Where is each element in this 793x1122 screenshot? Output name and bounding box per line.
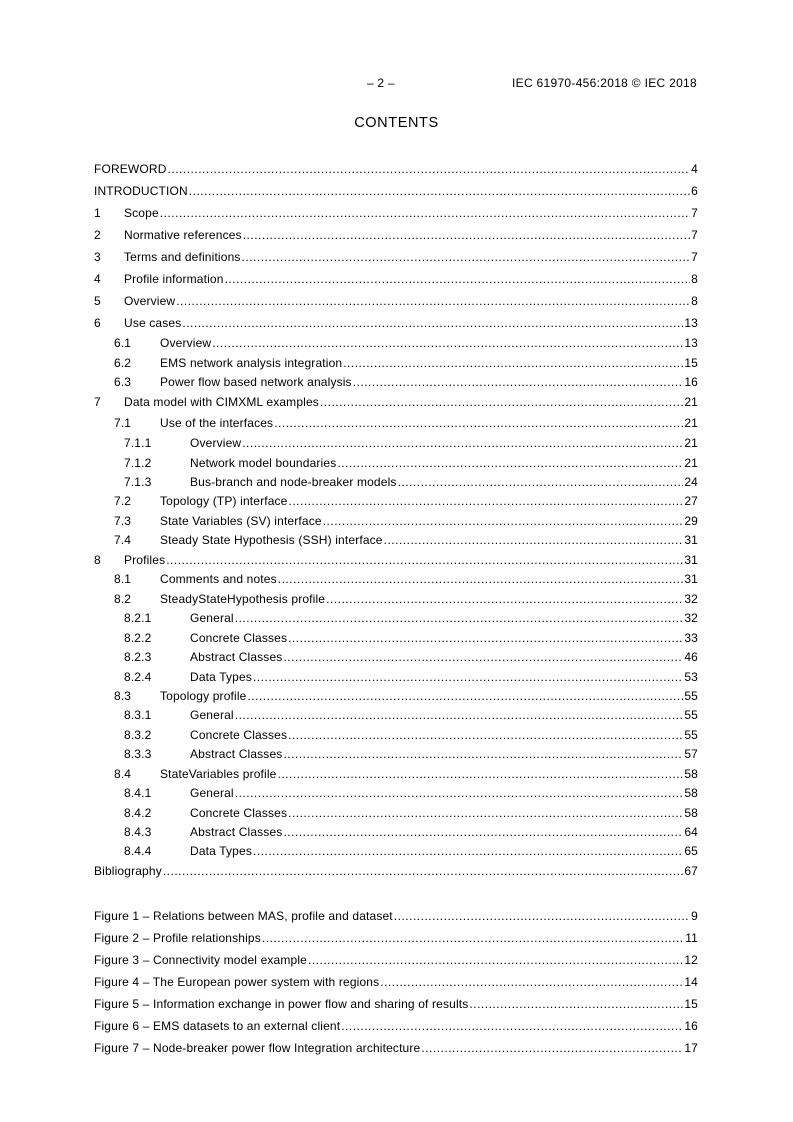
toc-entry-page: 53 <box>684 669 698 684</box>
toc-entry-page: 6 <box>691 184 698 198</box>
toc-entry[interactable] <box>94 706 698 726</box>
toc-entry[interactable] <box>94 312 698 334</box>
toc-entry-number: 8.2.3 <box>124 650 152 664</box>
toc-entry-number: 8.4.1 <box>124 786 152 800</box>
toc-entry-label: Overview <box>190 436 242 450</box>
toc-entry[interactable] <box>94 804 698 824</box>
figure-entry[interactable] <box>94 993 698 1015</box>
toc-entry-label: Topology profile <box>160 688 247 703</box>
table-of-contents <box>94 158 698 881</box>
toc-entry-label: Abstract Classes <box>190 650 283 664</box>
toc-entry-page: 31 <box>684 572 698 586</box>
toc-dot-leader <box>337 454 683 474</box>
toc-entry-label: Abstract Classes <box>190 747 283 761</box>
toc-entry-number: 7.1 <box>114 416 132 430</box>
figure-entry-label: Figure 4 – The European power system with regions <box>94 975 380 989</box>
toc-entry-number: 6.1 <box>114 336 132 350</box>
figure-entry[interactable] <box>94 927 698 949</box>
toc-entry[interactable] <box>94 784 698 804</box>
toc-entry-page: 13 <box>684 316 698 330</box>
toc-dot-leader <box>235 784 684 804</box>
toc-dot-leader <box>326 590 683 610</box>
toc-entry-page: 8 <box>691 294 698 308</box>
toc-entry-number: 1 <box>94 206 101 220</box>
toc-entry-number: 7.1.2 <box>124 455 152 470</box>
figure-dot-leader <box>262 927 684 949</box>
figure-entry-label: Figure 1 – Relations between MAS, profile and dataset <box>94 909 393 923</box>
toc-entry-label: State Variables (SV) interface <box>160 513 322 528</box>
toc-dot-leader <box>189 180 690 202</box>
toc-entry-number: 5 <box>94 294 101 308</box>
toc-entry-page: 21 <box>684 455 698 470</box>
toc-dot-leader <box>288 804 683 824</box>
toc-entry-page: 67 <box>684 863 698 878</box>
figure-entry-page: 9 <box>691 909 698 923</box>
toc-dot-leader <box>176 290 690 312</box>
toc-dot-leader <box>163 862 684 882</box>
figure-entry-page: 16 <box>684 1019 698 1033</box>
figure-entry-label: Figure 7 – Node-breaker power flow Integration architecture <box>94 1041 421 1055</box>
toc-entry-label: FOREWORD <box>94 162 167 176</box>
contents-title: CONTENTS <box>354 115 439 131</box>
toc-dot-leader <box>225 268 691 290</box>
toc-entry-number: 8.3.3 <box>124 747 152 761</box>
toc-entry-page: 55 <box>684 708 698 722</box>
toc-entry-page: 57 <box>684 747 698 761</box>
toc-entry-label: Network model boundaries <box>190 455 337 470</box>
toc-entry-label: SteadyStateHypothesis profile <box>160 591 326 606</box>
figure-entry[interactable] <box>94 971 698 993</box>
toc-entry-label: Data Types <box>190 669 252 684</box>
toc-entry-label: General <box>190 786 234 800</box>
toc-entry[interactable] <box>94 434 698 454</box>
figure-dot-leader <box>421 1037 683 1059</box>
toc-dot-leader <box>283 648 683 668</box>
toc-dot-leader <box>247 687 683 707</box>
toc-entry-label: INTRODUCTION <box>94 184 188 198</box>
figure-entry[interactable] <box>94 949 698 971</box>
toc-dot-leader <box>320 392 683 412</box>
toc-entry-label: Profiles <box>124 553 166 567</box>
toc-entry-label: Normative references <box>124 228 242 242</box>
page-number: – 2 – <box>367 76 395 90</box>
toc-entry-page: 58 <box>684 766 698 781</box>
toc-dot-leader <box>398 473 684 492</box>
toc-entry-page: 24 <box>684 475 698 489</box>
toc-entry-number: 7 <box>94 395 101 409</box>
toc-entry[interactable] <box>94 726 698 746</box>
toc-entry[interactable] <box>94 590 698 610</box>
toc-entry-label: Comments and notes <box>160 572 277 586</box>
toc-entry-label: Concrete Classes <box>190 805 288 820</box>
toc-entry-number: 6.3 <box>114 375 132 389</box>
toc-entry[interactable] <box>94 202 698 224</box>
toc-entry[interactable] <box>94 823 698 842</box>
toc-entry[interactable] <box>94 687 698 707</box>
figure-dot-leader <box>308 949 683 971</box>
toc-dot-leader <box>343 354 683 374</box>
toc-entry-number: 7.1.1 <box>124 436 152 450</box>
toc-dot-leader <box>242 434 683 454</box>
toc-dot-leader <box>278 570 684 590</box>
toc-entry[interactable] <box>94 224 698 246</box>
toc-entry[interactable] <box>94 373 698 392</box>
figure-entry[interactable] <box>94 1037 698 1059</box>
toc-dot-leader <box>353 373 684 392</box>
toc-entry[interactable] <box>94 512 698 532</box>
toc-entry-number: 8.4.4 <box>124 844 152 858</box>
toc-entry-page: 58 <box>684 786 698 800</box>
toc-entry-label: Use cases <box>124 316 182 330</box>
toc-entry[interactable] <box>94 531 698 550</box>
toc-entry-page: 8 <box>691 272 698 286</box>
toc-entry-page: 58 <box>684 805 698 820</box>
toc-entry-label: Scope <box>124 206 159 220</box>
toc-entry-label: Data model with CIMXML examples <box>124 395 319 409</box>
toc-entry-number: 2 <box>94 228 101 242</box>
toc-dot-leader <box>243 224 690 246</box>
toc-entry[interactable] <box>94 745 698 765</box>
toc-dot-leader <box>235 706 684 726</box>
figure-dot-leader <box>469 993 683 1015</box>
toc-entry-label: Steady State Hypothesis (SSH) interface <box>160 533 383 547</box>
toc-entry[interactable] <box>94 550 698 570</box>
toc-entry-label: Data Types <box>190 844 252 858</box>
toc-entry[interactable] <box>94 180 698 202</box>
toc-entry-page: 64 <box>684 825 698 839</box>
figure-dot-leader <box>394 905 690 927</box>
figure-entry-page: 11 <box>685 931 698 945</box>
toc-entry-label: Concrete Classes <box>190 630 288 645</box>
toc-entry[interactable] <box>94 290 698 312</box>
toc-entry[interactable] <box>94 268 698 290</box>
figure-entry[interactable] <box>94 1015 698 1037</box>
toc-dot-leader <box>289 492 684 512</box>
toc-entry-label: Profile information <box>124 272 224 286</box>
toc-entry-number: 8 <box>94 553 101 567</box>
figure-entry[interactable] <box>94 905 698 927</box>
figure-entry-page: 17 <box>684 1041 698 1055</box>
document-identifier: IEC 61970-456:2018 © IEC 2018 <box>512 76 697 90</box>
toc-entry[interactable] <box>94 334 698 354</box>
toc-entry[interactable] <box>94 354 698 374</box>
toc-dot-leader <box>283 823 683 842</box>
toc-entry-label: General <box>190 611 234 625</box>
toc-entry[interactable] <box>94 158 698 180</box>
figure-entry-label: Figure 3 – Connectivity model example <box>94 953 307 967</box>
toc-entry-number: 8.2.1 <box>124 611 152 625</box>
toc-entry-page: 65 <box>684 844 698 858</box>
toc-dot-leader <box>253 668 683 687</box>
toc-entry-number: 6.2 <box>114 355 132 370</box>
toc-entry-number: 7.4 <box>114 533 132 547</box>
toc-entry-number: 8.2.2 <box>124 630 152 645</box>
toc-entry-page: 55 <box>684 727 698 742</box>
figure-entry-page: 15 <box>684 997 698 1011</box>
toc-entry-label: Terms and definitions <box>124 250 241 264</box>
toc-entry[interactable] <box>94 570 698 590</box>
toc-entry-label: Abstract Classes <box>190 825 283 839</box>
list-of-figures <box>94 905 698 1059</box>
toc-dot-leader <box>182 312 683 334</box>
toc-entry-number: 6 <box>94 316 101 330</box>
toc-entry-page: 27 <box>684 494 698 508</box>
toc-dot-leader <box>288 726 683 746</box>
toc-dot-leader <box>212 334 683 354</box>
toc-entry-number: 8.3.2 <box>124 727 152 742</box>
toc-entry-label: Power flow based network analysis <box>160 375 352 389</box>
toc-entry[interactable] <box>94 842 698 862</box>
toc-entry-number: 8.2 <box>114 591 132 606</box>
toc-entry-number: 7.2 <box>114 494 132 508</box>
toc-dot-leader <box>168 158 691 180</box>
toc-entry-label: Topology (TP) interface <box>160 494 288 508</box>
toc-entry-number: 3 <box>94 250 101 264</box>
toc-entry[interactable] <box>94 862 698 882</box>
toc-entry[interactable] <box>94 765 698 785</box>
toc-dot-leader <box>160 202 690 224</box>
toc-dot-leader <box>283 745 683 765</box>
toc-entry-label: General <box>190 708 234 722</box>
toc-entry-page: 55 <box>684 688 698 703</box>
toc-entry[interactable] <box>94 609 698 629</box>
toc-entry[interactable] <box>94 668 698 687</box>
figure-dot-leader <box>341 1015 683 1037</box>
toc-dot-leader <box>274 412 683 434</box>
figure-dot-leader <box>380 971 683 993</box>
toc-entry-page: 32 <box>684 591 698 606</box>
toc-entry-page: 7 <box>691 250 698 264</box>
toc-dot-leader <box>166 550 683 570</box>
toc-entry-page: 21 <box>684 436 698 450</box>
figure-entry-label: Figure 6 – EMS datasets to an external client <box>94 1019 341 1033</box>
toc-entry-page: 21 <box>684 395 698 409</box>
toc-entry-page: 21 <box>684 416 698 430</box>
toc-entry[interactable] <box>94 246 698 268</box>
toc-entry-label: Concrete Classes <box>190 727 288 742</box>
toc-entry[interactable] <box>94 473 698 492</box>
toc-entry-number: 8.1 <box>114 572 132 586</box>
toc-entry-number: 8.4 <box>114 766 132 781</box>
toc-dot-leader <box>277 765 683 785</box>
toc-entry[interactable] <box>94 648 698 668</box>
figure-entry-page: 12 <box>684 953 698 967</box>
figure-entry-label: Figure 2 – Profile relationships <box>94 931 261 945</box>
toc-dot-leader <box>253 842 683 862</box>
toc-dot-leader <box>288 629 683 649</box>
toc-entry[interactable] <box>94 629 698 649</box>
toc-entry[interactable] <box>94 392 698 412</box>
toc-entry-number: 7.3 <box>114 513 132 528</box>
toc-entry-page: 32 <box>684 611 698 625</box>
toc-entry-page: 46 <box>684 650 698 664</box>
toc-dot-leader <box>235 609 684 629</box>
toc-entry-page: 16 <box>684 375 698 389</box>
toc-entry[interactable] <box>94 492 698 512</box>
toc-dot-leader <box>323 512 684 532</box>
toc-entry-page: 31 <box>684 533 698 547</box>
toc-entry-label: Use of the interfaces <box>160 416 274 430</box>
figure-entry-label: Figure 5 – Information exchange in power flow and sharing of results <box>94 997 469 1011</box>
toc-entry-page: 7 <box>691 206 698 220</box>
toc-entry-page: 33 <box>684 630 698 645</box>
toc-entry-page: 7 <box>691 228 698 242</box>
toc-entry-label: Overview <box>160 336 212 350</box>
figure-entry-page: 14 <box>684 975 698 989</box>
toc-entry-number: 8.3 <box>114 688 132 703</box>
toc-entry-number: 8.3.1 <box>124 708 152 722</box>
toc-entry[interactable] <box>94 412 698 434</box>
toc-entry-number: 7.1.3 <box>124 475 152 489</box>
toc-entry-label: Bibliography <box>94 863 162 878</box>
toc-entry-number: 8.4.2 <box>124 805 152 820</box>
toc-dot-leader <box>242 246 691 268</box>
toc-entry-label: EMS network analysis integration <box>160 355 343 370</box>
toc-entry-label: Overview <box>124 294 176 308</box>
toc-entry-page: 13 <box>684 336 698 350</box>
toc-entry-page: 4 <box>691 162 698 176</box>
toc-entry-number: 8.4.3 <box>124 825 152 839</box>
toc-entry-number: 8.2.4 <box>124 669 152 684</box>
toc-entry[interactable] <box>94 454 698 474</box>
toc-entry-page: 29 <box>684 513 698 528</box>
toc-entry-page: 15 <box>684 355 698 370</box>
toc-entry-label: Bus-branch and node-breaker models <box>190 475 397 489</box>
toc-entry-number: 4 <box>94 272 101 286</box>
toc-entry-page: 31 <box>684 553 698 567</box>
toc-dot-leader <box>384 531 684 550</box>
toc-entry-label: StateVariables profile <box>160 766 277 781</box>
